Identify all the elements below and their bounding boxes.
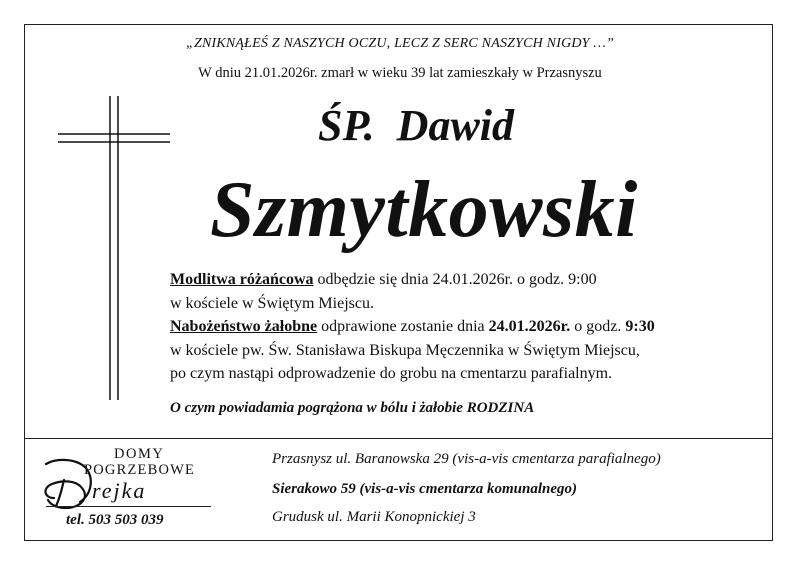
funeral-text2: o godz. [570, 318, 626, 335]
phone-number: tel. 503 503 039 [66, 512, 164, 528]
death-info: W dniu 21.01.2026r. zmarł w wieku 39 lat zamieszkały w Przasnyszu [198, 65, 602, 81]
address-przasnysz: Przasnysz ul. Baranowska 29 (vis-a-vis cmentarza parafialnego) [272, 451, 661, 467]
ceremony-details [170, 268, 655, 386]
logo-name: rejka [92, 478, 147, 503]
funeral-text1: odprawione zostanie dnia [317, 318, 489, 335]
funeral-line [170, 315, 655, 339]
funeral-time: 9:30 [625, 318, 655, 335]
address-sierakowo: Sierakowo 59 (vis-a-vis cmentarza komunalnego) [272, 481, 578, 497]
closing-note: O czym powiadamia pogrążona w bólu i żałobie RODZINA [170, 400, 535, 416]
funeral-after: po czym nastąpi odprowadzenie do grobu na cmentarzu parafialnym. [170, 365, 613, 382]
rosary-text: odbędzie się dnia 24.01.2026r. o godz. 9:00 [313, 271, 597, 288]
footer-divider [24, 438, 773, 439]
funeral-place: w kościele pw. Św. Stanisława Biskupa Męczennika w Świętym Miejscu, [170, 341, 640, 359]
script-d-icon [36, 454, 96, 510]
cross-icon [58, 96, 170, 400]
rosary-line [170, 268, 655, 292]
funeral-home-logo [36, 442, 216, 538]
logo-line1: DOMY [114, 446, 165, 462]
deceased-first-name: ŚP. Dawid [318, 101, 515, 150]
rosary-place: w kościele w Świętym Miejscu. [170, 294, 374, 312]
logo-line2: POGRZEBOWE [84, 462, 196, 478]
address-grudusk: Grudusk ul. Marii Konopnickiej 3 [272, 509, 476, 525]
deceased-surname: Szmytkowski [210, 166, 638, 254]
funeral-label: Nabożeństwo żałobne [170, 318, 318, 335]
funeral-date: 24.01.2026r. [488, 318, 571, 335]
logo-underline [46, 506, 211, 507]
rosary-label: Modlitwa różańcowa [170, 271, 314, 288]
motto: „ZNIKNĄŁEŚ Z NASZYCH OCZU, LECZ Z SERC NASZYCH NIGDY …” [185, 36, 615, 51]
